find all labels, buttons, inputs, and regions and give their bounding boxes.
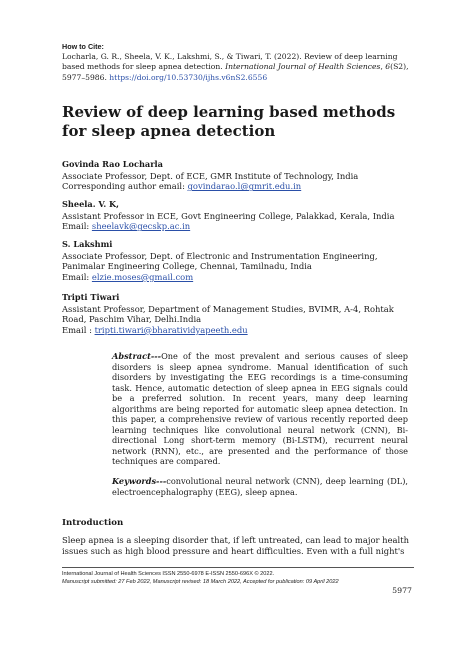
abstract-text: One of the most prevalent and serious causes of sleep disorders is sleep apnea syndrome. Manual identification of such disorders by investigating the EEG recordings is a time-consuming task. Hence, automatic detection of sleep apnea in EEG signals could be a preferred solution. In recent years, many deep learning algorithms are being reported for automatic sleep apnea detection. In this paper, a comprehensive review of various recently reported deep learning techniques like convolutional neural network (CNN), Bi-directional Long short-term memory (Bi-LSTM), recurrent neural network (RNN), etc., are presented and the performance of those techniques are compared. (112, 351, 408, 466)
author-affiliation: Associate Professor, Dept. of Electronic and Instrumentation Engineering, (62, 250, 378, 261)
paper-title: Review of deep learning based methods for sleep apnea detection (62, 103, 396, 140)
author-email-link[interactable]: govindarao.l@gmrit.edu.in (187, 181, 302, 192)
citation-line-3: 5977–5986. https://doi.org/10.53730/ijhs.v6nS2.6556 (62, 72, 268, 82)
author-block-4 (62, 292, 422, 335)
footer-manuscript-dates: Manuscript submitted: 27 Feb 2022, Manuscript revised: 18 March 2022, Accepted for publication: 09 April 2022 (62, 578, 339, 585)
citation-block (62, 42, 412, 83)
section-heading-introduction: Introduction (62, 518, 124, 528)
abstract-label: Abstract--- (112, 351, 162, 361)
introduction-paragraph: Sleep apnea is a sleeping disorder that, if left untreated, can lead to major health issues such as high blood pressure and heart difficulties. Even with a full night's (62, 535, 409, 556)
author-email-link[interactable]: elzie.moses@gmail.com (91, 271, 194, 282)
author-block-3 (62, 239, 422, 282)
author-email-line: Email: sheelavk@gecskp.ac.in (62, 221, 191, 232)
abstract (112, 351, 408, 467)
citation-volume: 6 (385, 62, 391, 72)
author-affiliation: Assistant Professor in ECE, Govt Engineering College, Palakkad, Kerala, India (62, 210, 395, 221)
author-email-line: Email: elzie.moses@gmail.com (62, 271, 194, 282)
page-number: 5977 (392, 586, 412, 595)
keywords-text: convolutional neural network (CNN), deep learning (DL), electroencephalography (EEG), sleep apnea. (112, 476, 408, 497)
author-affiliation: Panimalar Engineering College, Chennai, Tamilnadu, India (62, 261, 312, 272)
journal-footer (62, 571, 414, 586)
keywords-label: Keywords--- (112, 476, 167, 486)
author-name: Tripti Tiwari (62, 292, 120, 302)
citation-line-1: Locharla, G. R., Sheela, V. K., Lakshmi, S., & Tiwari, T. (2022). Review of deep learning (62, 52, 398, 62)
author-email-line: Email : tripti.tiwari@bharatividyapeeth.edu (62, 324, 248, 335)
citation-journal: International Journal of Health Sciences (225, 62, 381, 72)
footer-issn: International Journal of Health Sciences ISSN 2550-6978 E-ISSN 2550-696X © 2022. (62, 571, 275, 577)
author-affiliation: Road, Paschim Vihar, Delhi.India (62, 314, 202, 325)
author-block-1 (62, 159, 422, 192)
footer-divider (62, 567, 414, 568)
doi-link[interactable]: https://doi.org/10.53730/ijhs.v6nS2.6556 (109, 72, 268, 82)
author-affiliation: Assistant Professor, Department of Management Studies, BVIMR, A-4, Rohtak (62, 303, 394, 314)
citation-heading: How to Cite: (62, 42, 104, 51)
author-block-2 (62, 199, 422, 232)
author-affiliation: Associate Professor, Dept. of ECE, GMR Institute of Technology, India (62, 170, 359, 181)
author-name: Sheela. V. K, (62, 199, 119, 209)
author-name: S. Lakshmi (62, 239, 113, 249)
author-email-line: Corresponding author email: govindarao.l@gmrit.edu.in (62, 181, 302, 192)
author-name: Govinda Rao Locharla (62, 159, 163, 169)
keywords (112, 476, 408, 497)
author-email-link[interactable]: tripti.tiwari@bharatividyapeeth.edu (94, 324, 248, 335)
citation-line-2: based methods for sleep apnea detection. International Journal of Health Sciences, 6(S2), (62, 62, 409, 72)
author-email-link[interactable]: sheelavk@gecskp.ac.in (91, 221, 191, 232)
